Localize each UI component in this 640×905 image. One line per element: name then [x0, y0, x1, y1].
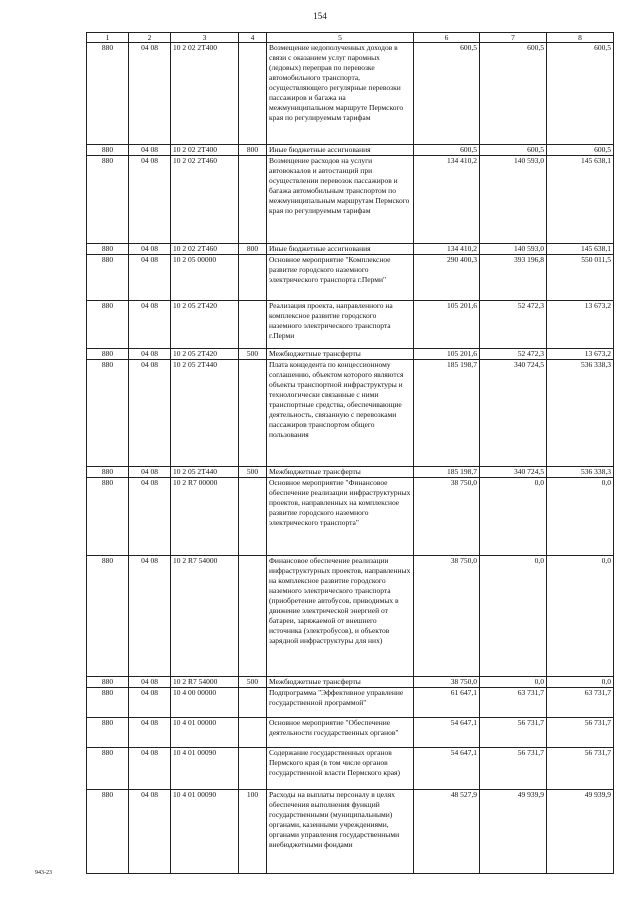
target-article-code: 10 2 05 2Т440: [171, 360, 239, 467]
expense-name: Плата концедента по концессионному соглашению, объектом которого являются объекты транспортной инфраструктуры и технологически связанные с ними транспортные средства, обеспечивающие деятельность, связанную с перевозками пассажиров транспортом общего пользования: [267, 360, 414, 467]
ministry-code: 880: [87, 360, 129, 467]
amount-year-1: 185 198,7: [414, 467, 480, 478]
expense-type-code: [239, 556, 267, 677]
target-article-code: 10 4 01 00090: [171, 790, 239, 874]
ministry-code: 880: [87, 43, 129, 145]
target-article-code: 10 4 01 00000: [171, 718, 239, 748]
ministry-code: 880: [87, 156, 129, 244]
ministry-code: 880: [87, 301, 129, 349]
amount-year-2: 393 196,8: [480, 255, 547, 301]
table-row: [87, 478, 614, 556]
expense-name: Иные бюджетные ассигнования: [267, 244, 414, 255]
expense-name: Реализация проекта, направленного на комплексное развитие городского наземного электрического транспорта г.Перми: [267, 301, 414, 349]
document-code: 943-23: [35, 870, 52, 876]
expense-name: Возмещение недополученных доходов в связи с оказанием услуг паромных (ледовых) переправ по перевозке автомобильного транспорта, осуществляющего регулярные перевозки пассажиров и багажа на межмуниципальном маршруте Пермского края по регулируемым тарифам: [267, 43, 414, 145]
table-row: [87, 556, 614, 677]
table-row: [87, 677, 614, 688]
target-article-code: 10 2 02 2Т460: [171, 244, 239, 255]
expense-type-code: [239, 156, 267, 244]
expense-type-code: 500: [239, 467, 267, 478]
amount-year-2: 140 593,0: [480, 244, 547, 255]
amount-year-1: 38 750,0: [414, 677, 480, 688]
amount-year-2: 600,5: [480, 145, 547, 156]
amount-year-2: 0,0: [480, 478, 547, 556]
expense-type-code: [239, 255, 267, 301]
ministry-code: 880: [87, 748, 129, 790]
table-row: [87, 360, 614, 467]
amount-year-3: 550 011,5: [547, 255, 614, 301]
column-header: 5: [267, 33, 414, 43]
expense-type-code: 100: [239, 790, 267, 874]
target-article-code: 10 2 05 2Т440: [171, 467, 239, 478]
section-code: 04 08: [129, 301, 171, 349]
ministry-code: 880: [87, 255, 129, 301]
amount-year-3: 536 338,3: [547, 467, 614, 478]
section-code: 04 08: [129, 244, 171, 255]
target-article-code: 10 2 05 00000: [171, 255, 239, 301]
amount-year-2: 56 731,7: [480, 718, 547, 748]
target-article-code: 10 2 02 2Т400: [171, 43, 239, 145]
amount-year-1: 61 647,1: [414, 688, 480, 718]
table-row: [87, 43, 614, 145]
amount-year-2: 600,5: [480, 43, 547, 145]
section-code: 04 08: [129, 677, 171, 688]
amount-year-2: 140 593,0: [480, 156, 547, 244]
ministry-code: 880: [87, 790, 129, 874]
section-code: 04 08: [129, 748, 171, 790]
amount-year-3: 145 638,1: [547, 244, 614, 255]
amount-year-2: 49 939,9: [480, 790, 547, 874]
expense-type-code: [239, 43, 267, 145]
table-row: [87, 255, 614, 301]
column-header: 7: [480, 33, 547, 43]
table-row: [87, 718, 614, 748]
section-code: 04 08: [129, 478, 171, 556]
amount-year-2: 340 724,5: [480, 467, 547, 478]
ministry-code: 880: [87, 677, 129, 688]
target-article-code: 10 2 02 2Т460: [171, 156, 239, 244]
target-article-code: 10 2 R7 54000: [171, 556, 239, 677]
amount-year-2: 56 731,7: [480, 748, 547, 790]
amount-year-3: 56 731,7: [547, 748, 614, 790]
amount-year-1: 185 198,7: [414, 360, 480, 467]
section-code: 04 08: [129, 43, 171, 145]
expense-name: Межбюджетные трансферты: [267, 349, 414, 360]
ministry-code: 880: [87, 467, 129, 478]
expense-name: Межбюджетные трансферты: [267, 467, 414, 478]
section-code: 04 08: [129, 349, 171, 360]
amount-year-1: 600,5: [414, 145, 480, 156]
expense-type-code: 800: [239, 145, 267, 156]
amount-year-1: 134 410,2: [414, 156, 480, 244]
table-row: [87, 301, 614, 349]
table-row: [87, 156, 614, 244]
amount-year-3: 13 673,2: [547, 301, 614, 349]
ministry-code: 880: [87, 556, 129, 677]
target-article-code: 10 2 05 2Т420: [171, 301, 239, 349]
amount-year-1: 38 750,0: [414, 556, 480, 677]
expense-name: Основное мероприятие "Финансовое обеспечение реализации инфраструктурных проектов, направленных на комплексное развитие городского наземного электрического транспорта": [267, 478, 414, 556]
amount-year-3: 536 338,3: [547, 360, 614, 467]
amount-year-3: 600,5: [547, 43, 614, 145]
table-row: [87, 244, 614, 255]
amount-year-1: 290 400,3: [414, 255, 480, 301]
ministry-code: 880: [87, 478, 129, 556]
expense-type-code: [239, 688, 267, 718]
ministry-code: 880: [87, 244, 129, 255]
expense-name: Основное мероприятие "Обеспечение деятельности государственных органов": [267, 718, 414, 748]
expense-type-code: [239, 478, 267, 556]
amount-year-1: 134 410,2: [414, 244, 480, 255]
expense-name: Иные бюджетные ассигнования: [267, 145, 414, 156]
expense-name: Содержание государственных органов Пермского края (в том числе органов государственной власти Пермского края): [267, 748, 414, 790]
ministry-code: 880: [87, 349, 129, 360]
amount-year-2: 63 731,7: [480, 688, 547, 718]
expense-type-code: 500: [239, 349, 267, 360]
target-article-code: 10 2 02 2Т400: [171, 145, 239, 156]
column-header: 2: [129, 33, 171, 43]
amount-year-3: 0,0: [547, 556, 614, 677]
expense-type-code: [239, 301, 267, 349]
amount-year-2: 0,0: [480, 556, 547, 677]
amount-year-3: 145 638,1: [547, 156, 614, 244]
amount-year-3: 56 731,7: [547, 718, 614, 748]
column-header: 3: [171, 33, 239, 43]
section-code: 04 08: [129, 156, 171, 244]
section-code: 04 08: [129, 467, 171, 478]
expense-name: Подпрограмма "Эффективное управление государственной программой": [267, 688, 414, 718]
expense-type-code: [239, 718, 267, 748]
amount-year-1: 54 647,1: [414, 718, 480, 748]
table-row: [87, 467, 614, 478]
amount-year-3: 63 731,7: [547, 688, 614, 718]
target-article-code: 10 2 R7 54000: [171, 677, 239, 688]
target-article-code: 10 4 01 00090: [171, 748, 239, 790]
amount-year-2: 340 724,5: [480, 360, 547, 467]
amount-year-3: 0,0: [547, 677, 614, 688]
amount-year-2: 52 472,3: [480, 349, 547, 360]
target-article-code: 10 2 R7 00000: [171, 478, 239, 556]
amount-year-3: 0,0: [547, 478, 614, 556]
amount-year-1: 105 201,6: [414, 301, 480, 349]
amount-year-1: 38 750,0: [414, 478, 480, 556]
section-code: 04 08: [129, 688, 171, 718]
section-code: 04 08: [129, 718, 171, 748]
column-header: 4: [239, 33, 267, 43]
column-header: 6: [414, 33, 480, 43]
amount-year-2: 0,0: [480, 677, 547, 688]
table-row: [87, 748, 614, 790]
table-row: [87, 790, 614, 874]
expense-type-code: [239, 360, 267, 467]
section-code: 04 08: [129, 360, 171, 467]
section-code: 04 08: [129, 556, 171, 677]
column-header: 1: [87, 33, 129, 43]
amount-year-3: 49 939,9: [547, 790, 614, 874]
table-row: [87, 688, 614, 718]
amount-year-1: 105 201,6: [414, 349, 480, 360]
amount-year-1: 54 647,1: [414, 748, 480, 790]
expense-type-code: 800: [239, 244, 267, 255]
table-row: [87, 349, 614, 360]
ministry-code: 880: [87, 718, 129, 748]
amount-year-3: 600,5: [547, 145, 614, 156]
section-code: 04 08: [129, 255, 171, 301]
ministry-code: 880: [87, 688, 129, 718]
amount-year-2: 52 472,3: [480, 301, 547, 349]
page-number: 154: [313, 11, 327, 21]
expense-type-code: [239, 748, 267, 790]
expense-name: Основное мероприятие "Комплексное развитие городского наземного электрического транспорта г.Перми": [267, 255, 414, 301]
expense-name: Расходы на выплаты персоналу в целях обеспечения выполнения функций государственными (муниципальными) органами, казенными учреждениями, органами управления государственными внебюджетными фондами: [267, 790, 414, 874]
amount-year-1: 48 527,9: [414, 790, 480, 874]
section-code: 04 08: [129, 790, 171, 874]
expense-type-code: 500: [239, 677, 267, 688]
column-number-row: [87, 33, 614, 43]
budget-table: [86, 32, 614, 874]
table-row: [87, 145, 614, 156]
section-code: 04 08: [129, 145, 171, 156]
expense-name: Финансовое обеспечение реализации инфраструктурных проектов, направленных на комплексное развитие городского наземного электрического транспорта (приобретение автобусов, приводимых в движение электрической энергией от батареи, заряжаемой от внешнего источника (электробусов), и объектов зарядной инфраструктуры для них): [267, 556, 414, 677]
expense-name: Межбюджетные трансферты: [267, 677, 414, 688]
target-article-code: 10 2 05 2Т420: [171, 349, 239, 360]
amount-year-1: 600,5: [414, 43, 480, 145]
expense-name: Возмещение расходов на услуги автовокзалов и автостанций при осуществлении перевозок пассажиров и багажа автомобильным транспортом по межмуниципальным маршрутам Пермского края по регулируемым тарифам: [267, 156, 414, 244]
ministry-code: 880: [87, 145, 129, 156]
amount-year-3: 13 673,2: [547, 349, 614, 360]
target-article-code: 10 4 00 00000: [171, 688, 239, 718]
column-header: 8: [547, 33, 614, 43]
